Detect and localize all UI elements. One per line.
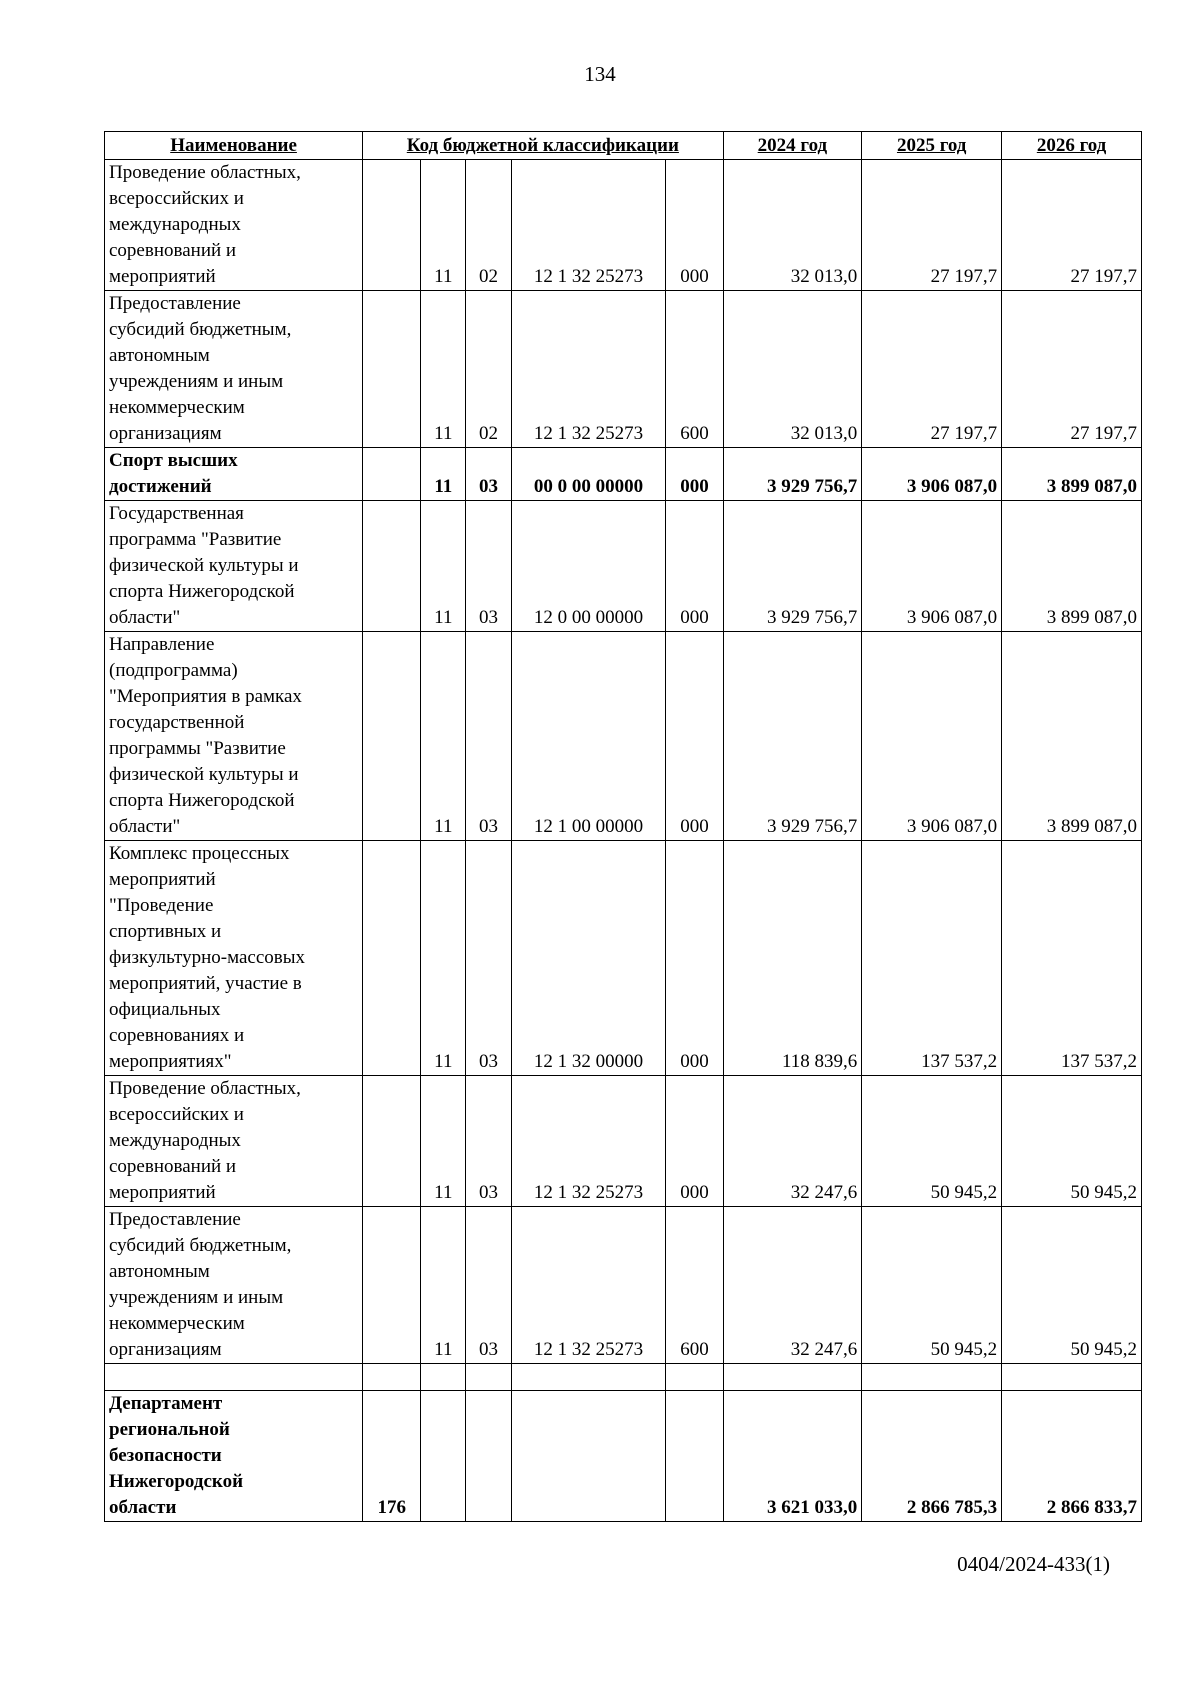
row-value-2026: 27 197,7 — [1002, 160, 1142, 291]
row-code-section: 11 — [421, 841, 466, 1076]
row-name: Спорт высших достижений — [105, 448, 363, 501]
row-code-expense-type: 000 — [666, 448, 723, 501]
row-code-section: 11 — [421, 291, 466, 448]
row-code-section: 11 — [421, 501, 466, 632]
row-code-admin — [363, 160, 421, 291]
header-2026: 2026 год — [1002, 132, 1142, 160]
row-code-subsection: 03 — [466, 632, 511, 841]
header-name: Наименование — [105, 132, 363, 160]
row-value-2024: 32 247,6 — [723, 1207, 862, 1364]
row-value-2024: 3 621 033,0 — [723, 1391, 862, 1522]
row-value-2025: 2 866 785,3 — [862, 1391, 1002, 1522]
row-code-expense-type: 000 — [666, 501, 723, 632]
table-row — [105, 1391, 1142, 1522]
row-code-subsection: 03 — [466, 1207, 511, 1364]
row-code-section: 11 — [421, 1076, 466, 1207]
row-value-2025: 27 197,7 — [862, 291, 1002, 448]
row-code-target: 12 1 32 00000 — [511, 841, 666, 1076]
row-code-target: 00 0 00 00000 — [511, 448, 666, 501]
row-value-2025: 3 906 087,0 — [862, 632, 1002, 841]
row-value-2024: 3 929 756,7 — [723, 448, 862, 501]
row-code-admin — [363, 632, 421, 841]
table-row — [105, 448, 1142, 501]
table-row — [105, 160, 1142, 291]
row-code-subsection: 03 — [466, 841, 511, 1076]
row-code-admin — [363, 1076, 421, 1207]
row-code-section: 11 — [421, 1207, 466, 1364]
row-code-target: 12 1 32 25273 — [511, 1076, 666, 1207]
row-code-admin — [363, 841, 421, 1076]
row-code-expense-type — [666, 1391, 723, 1522]
table-row — [105, 1207, 1142, 1364]
header-2024: 2024 год — [723, 132, 862, 160]
row-code-target: 12 1 32 25273 — [511, 291, 666, 448]
header-code: Код бюджетной классификации — [363, 132, 723, 160]
row-code-expense-type: 600 — [666, 291, 723, 448]
header-2025: 2025 год — [862, 132, 1002, 160]
row-value-2024: 3 929 756,7 — [723, 632, 862, 841]
row-code-target — [511, 1391, 666, 1522]
row-code-expense-type: 000 — [666, 1076, 723, 1207]
row-value-2024: 3 929 756,7 — [723, 501, 862, 632]
row-value-2026: 3 899 087,0 — [1002, 501, 1142, 632]
row-value-2026: 50 945,2 — [1002, 1076, 1142, 1207]
row-code-admin — [363, 501, 421, 632]
row-name: Департамент региональной безопасности Нижегородской области — [105, 1391, 363, 1522]
row-code-expense-type: 000 — [666, 632, 723, 841]
row-value-2025: 3 906 087,0 — [862, 448, 1002, 501]
row-name: Предоставление субсидий бюджетным, автономным учреждениям и иным некоммерческим организациям — [105, 291, 363, 448]
table-row — [105, 1076, 1142, 1207]
row-code-admin — [363, 448, 421, 501]
row-value-2026: 50 945,2 — [1002, 1207, 1142, 1364]
table-row — [105, 632, 1142, 841]
row-code-admin: 176 — [363, 1391, 421, 1522]
row-code-section: 11 — [421, 160, 466, 291]
page-number: 134 — [584, 62, 616, 86]
row-name: Комплекс процессных мероприятий "Проведение спортивных и физкультурно-массовых мероприятий, участие в официальных соревнованиях и мероприятиях" — [105, 841, 363, 1076]
row-code-subsection: 02 — [466, 291, 511, 448]
row-name: Государственная программа "Развитие физической культуры и спорта Нижегородской области" — [105, 501, 363, 632]
row-code-section: 11 — [421, 632, 466, 841]
row-value-2024: 32 247,6 — [723, 1076, 862, 1207]
document-code: 0404/2024-433(1) — [957, 1552, 1110, 1576]
row-name: Предоставление субсидий бюджетным, автономным учреждениям и иным некоммерческим организациям — [105, 1207, 363, 1364]
row-value-2025: 50 945,2 — [862, 1207, 1002, 1364]
row-code-expense-type: 000 — [666, 160, 723, 291]
table-row — [105, 291, 1142, 448]
row-name: Проведение областных, всероссийских и международных соревнований и мероприятий — [105, 160, 363, 291]
row-value-2024: 32 013,0 — [723, 160, 862, 291]
row-code-target: 12 0 00 00000 — [511, 501, 666, 632]
row-code-admin — [363, 1207, 421, 1364]
row-code-expense-type: 000 — [666, 841, 723, 1076]
row-value-2026: 27 197,7 — [1002, 291, 1142, 448]
row-value-2024: 32 013,0 — [723, 291, 862, 448]
row-name: Проведение областных, всероссийских и международных соревнований и мероприятий — [105, 1076, 363, 1207]
row-code-target: 12 1 00 00000 — [511, 632, 666, 841]
table-row — [105, 841, 1142, 1076]
row-name: Направление (подпрограмма) "Мероприятия в рамках государственной программы "Развитие физической культуры и спорта Нижегородской области" — [105, 632, 363, 841]
budget-table — [104, 131, 1142, 1522]
row-code-target: 12 1 32 25273 — [511, 1207, 666, 1364]
row-code-section: 11 — [421, 448, 466, 501]
row-value-2025: 50 945,2 — [862, 1076, 1002, 1207]
row-code-subsection: 03 — [466, 1076, 511, 1207]
row-code-subsection: 02 — [466, 160, 511, 291]
row-value-2026: 2 866 833,7 — [1002, 1391, 1142, 1522]
row-code-subsection: 03 — [466, 448, 511, 501]
row-value-2025: 137 537,2 — [862, 841, 1002, 1076]
row-value-2025: 27 197,7 — [862, 160, 1002, 291]
empty-row — [105, 1364, 1142, 1391]
row-value-2026: 3 899 087,0 — [1002, 632, 1142, 841]
row-code-admin — [363, 291, 421, 448]
row-code-target: 12 1 32 25273 — [511, 160, 666, 291]
row-value-2024: 118 839,6 — [723, 841, 862, 1076]
row-value-2026: 3 899 087,0 — [1002, 448, 1142, 501]
row-code-subsection: 03 — [466, 501, 511, 632]
row-value-2026: 137 537,2 — [1002, 841, 1142, 1076]
table-header-row — [105, 132, 1142, 160]
table-row — [105, 501, 1142, 632]
row-code-expense-type: 600 — [666, 1207, 723, 1364]
row-value-2025: 3 906 087,0 — [862, 501, 1002, 632]
row-code-section — [421, 1391, 466, 1522]
row-code-subsection — [466, 1391, 511, 1522]
